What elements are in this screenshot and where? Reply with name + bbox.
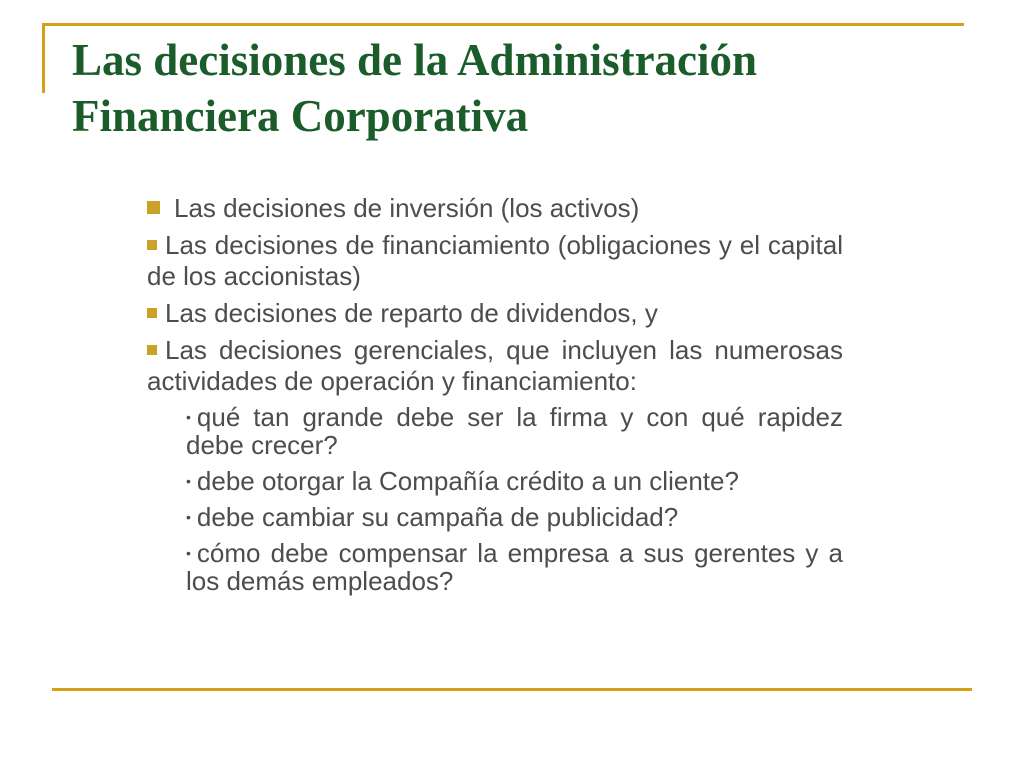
bullet-item: [147, 193, 843, 224]
dot-bullet-icon: •: [186, 473, 191, 489]
dot-bullet-icon: •: [186, 409, 191, 425]
sub-bullet-item: [186, 539, 843, 595]
dot-bullet-icon: •: [186, 509, 191, 525]
bullet-text: Las decisiones de reparto de dividendos, y: [165, 298, 658, 328]
bullet-text: Las decisiones de financiamiento (obligaciones y el capital de los accionistas): [147, 230, 843, 291]
bullet-item: [147, 298, 843, 329]
slide-title: Las decisiones de la Administración Financiera Corporativa: [72, 35, 758, 141]
square-bullet-icon: [147, 345, 157, 355]
square-bullet-icon: [147, 240, 157, 250]
square-bullet-icon: [147, 201, 160, 214]
bullet-item: [147, 335, 843, 397]
sub-bullet-item: [186, 467, 843, 495]
sub-bullet-text: qué tan grande debe ser la firma y con qué rapidez debe crecer?: [186, 402, 843, 460]
sub-bullet-item: [186, 503, 843, 531]
sub-bullet-item: [186, 403, 843, 459]
square-bullet-icon: [147, 308, 157, 318]
sub-bullet-text: cómo debe compensar la empresa a sus gerentes y a los demás empleados?: [186, 538, 843, 596]
sub-bullet-text: debe cambiar su campaña de publicidad?: [196, 502, 679, 532]
bullet-text: Las decisiones de inversión (los activos): [174, 193, 640, 223]
bullet-list: [147, 193, 843, 603]
bullet-item: [147, 230, 843, 292]
dot-bullet-icon: •: [186, 545, 191, 561]
top-rule: [42, 23, 964, 26]
sub-bullet-text: debe otorgar la Compañía crédito a un cliente?: [196, 466, 739, 496]
left-rule: [42, 23, 45, 93]
bottom-rule: [52, 688, 972, 691]
bullet-text: Las decisiones gerenciales, que incluyen las numerosas actividades de operación y financiamiento:: [147, 335, 843, 396]
